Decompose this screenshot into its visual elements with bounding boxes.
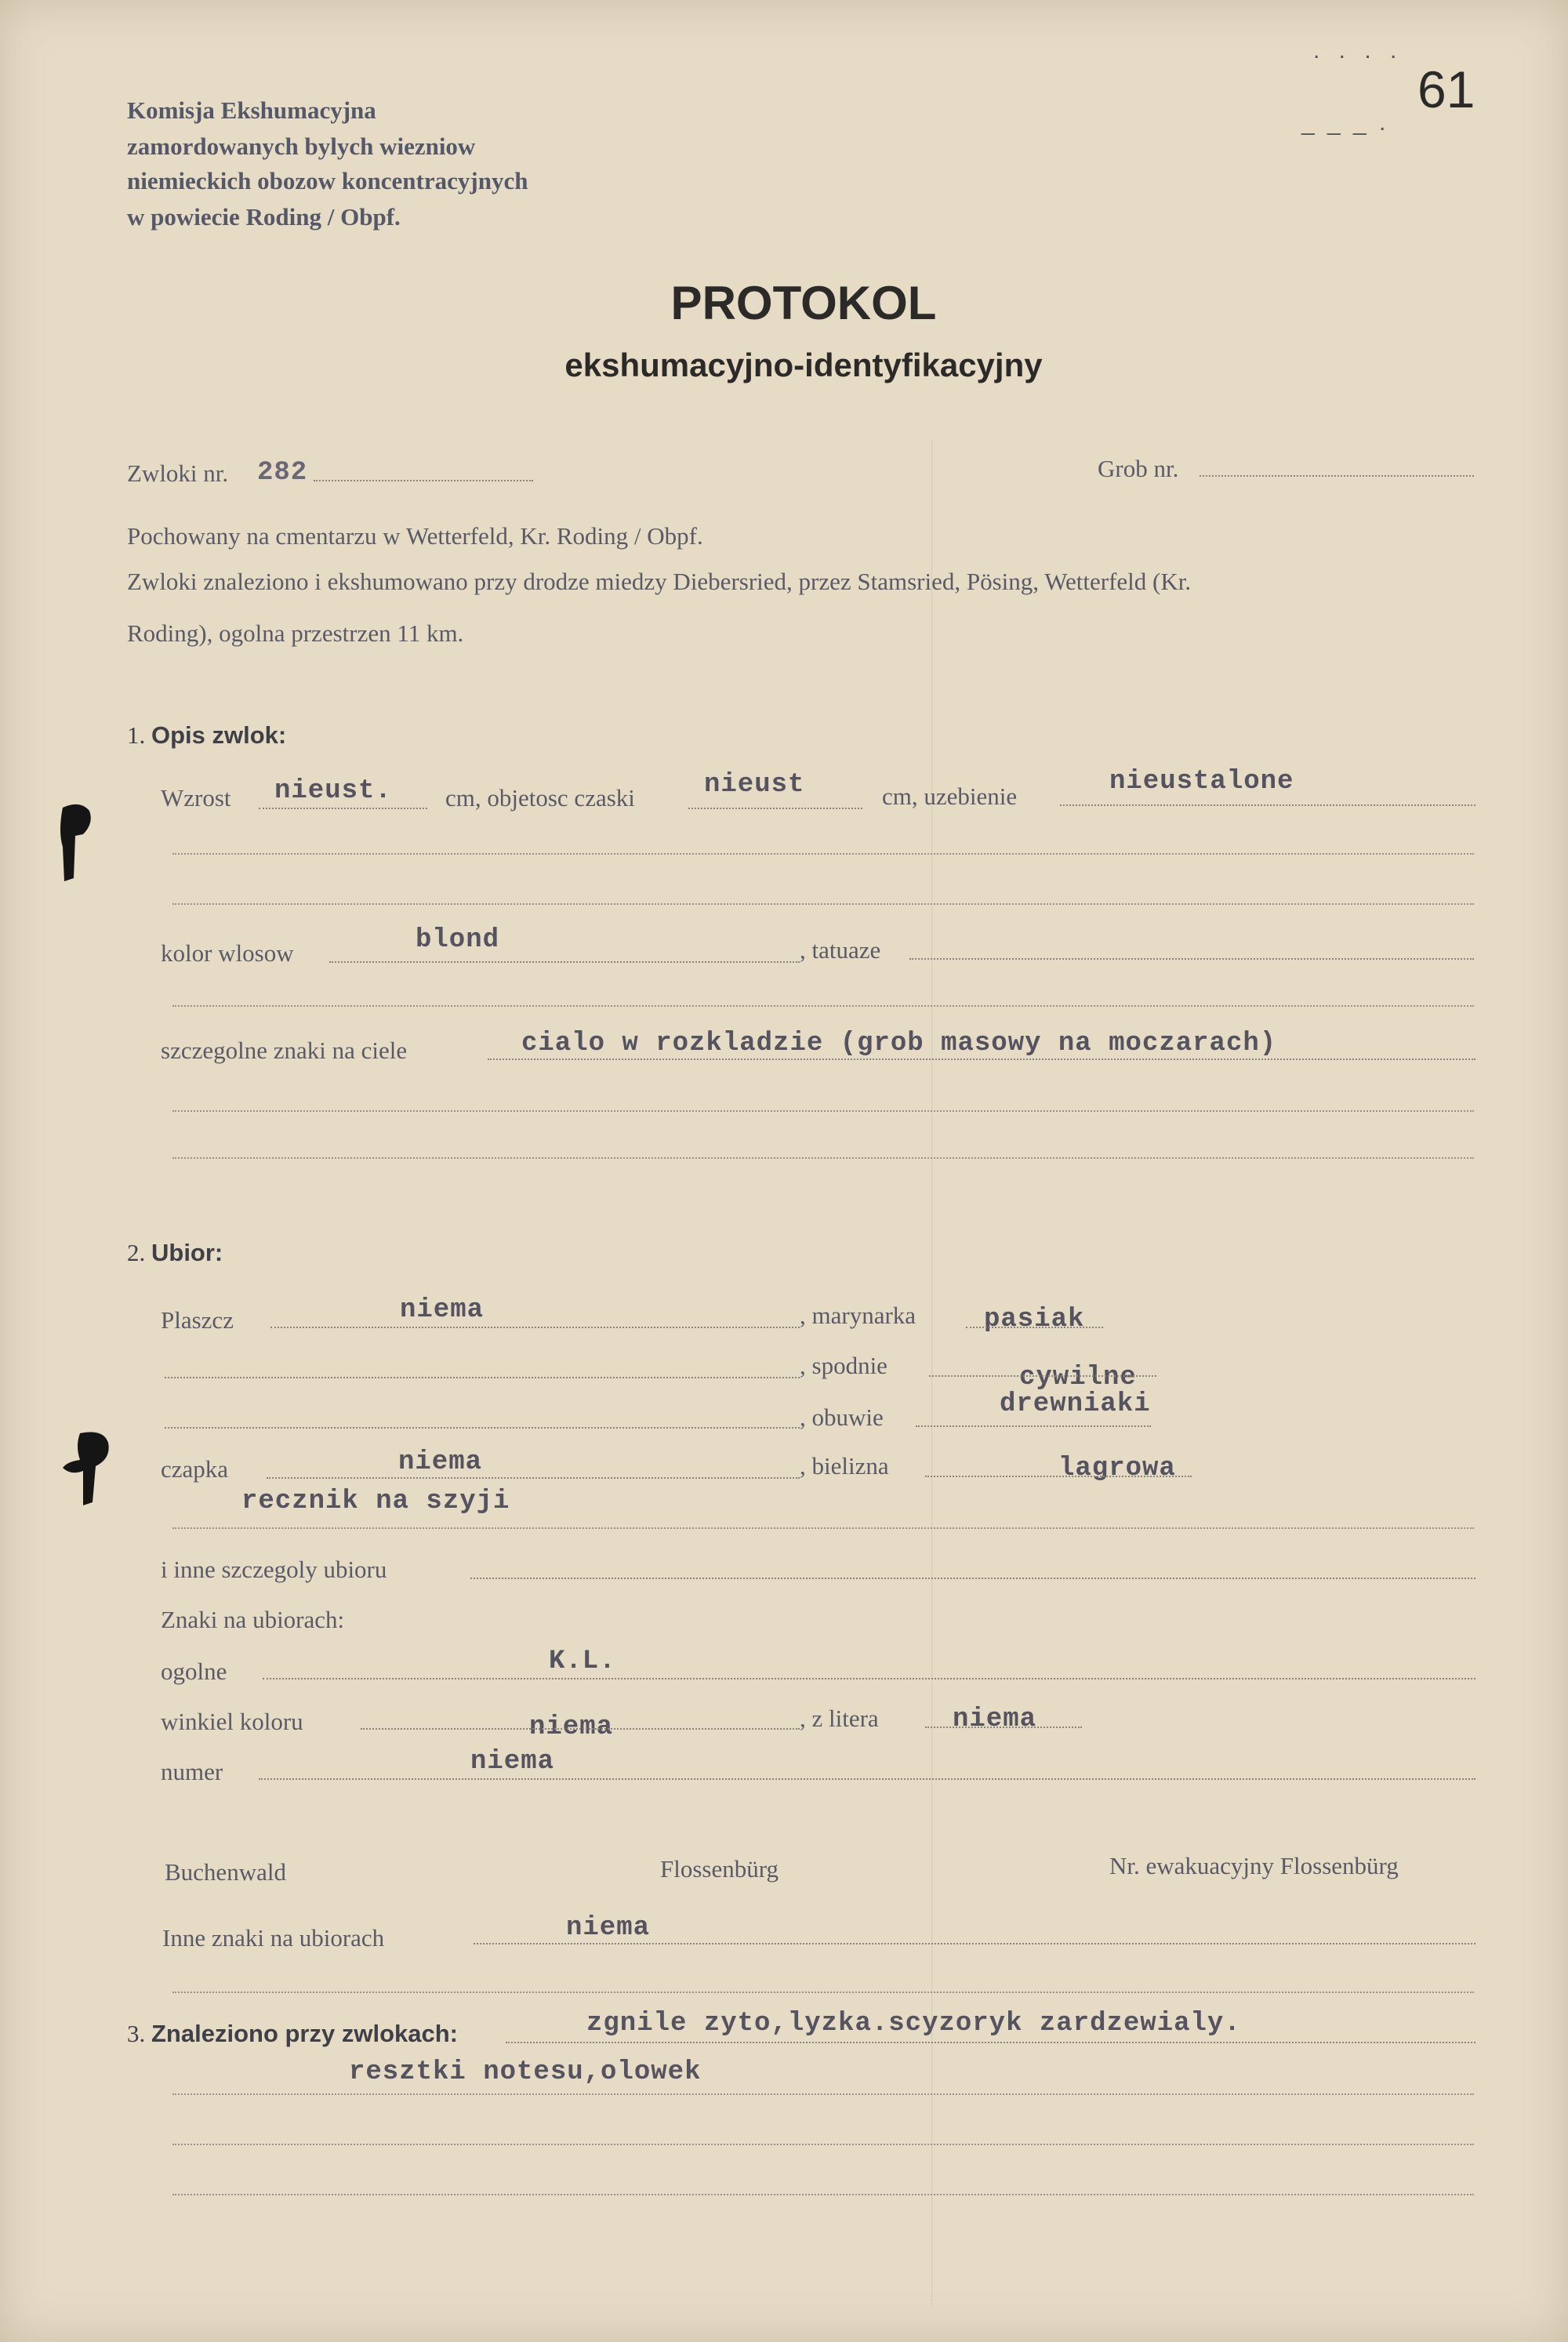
spodnie-label: , spodnie bbox=[800, 1352, 887, 1379]
obuwie-value: drewniaki bbox=[1000, 1389, 1151, 1419]
header-line-1: Komisja Ekshumacyjna bbox=[127, 96, 376, 124]
litera-label: , z litera bbox=[800, 1705, 879, 1732]
blank-before-obuwie-line bbox=[165, 1427, 800, 1429]
bielizna-dotted-line bbox=[925, 1476, 1192, 1477]
winkiel-dotted-line bbox=[361, 1728, 800, 1730]
ogolne-dotted-line bbox=[263, 1678, 1475, 1679]
section-2-number: 2. bbox=[127, 1239, 146, 1266]
found-items-dotted-line-1 bbox=[506, 2042, 1475, 2043]
camp-buchenwald: Buchenwald bbox=[165, 1858, 286, 1886]
czaszka-value: nieust bbox=[704, 770, 805, 800]
section-1-number: 1. bbox=[127, 721, 146, 749]
inne-znaki-dotted-line bbox=[474, 1943, 1475, 1944]
spodnie-value: cywilne bbox=[1019, 1363, 1137, 1392]
section-2-title: Ubior: bbox=[151, 1239, 223, 1266]
marynarka-dotted-line bbox=[966, 1327, 1103, 1328]
section-3-blank-line-1 bbox=[172, 2093, 1474, 2095]
inne-znaki-label: Inne znaki na ubiorach bbox=[162, 1924, 385, 1952]
uzebienie-value: nieustalone bbox=[1109, 767, 1294, 797]
section-1-blank-line-4 bbox=[172, 1110, 1474, 1112]
corner-marks: . . . . bbox=[1313, 38, 1403, 64]
grob-dotted-line bbox=[1200, 475, 1474, 477]
inne-znaki-value: niema bbox=[566, 1913, 651, 1943]
numer-dotted-line bbox=[259, 1778, 1475, 1780]
ogolne-label: ogolne bbox=[161, 1658, 227, 1685]
cm-uzebienie-label: cm, uzebienie bbox=[882, 782, 1018, 810]
section-2-blank-line-2 bbox=[172, 1992, 1474, 1993]
czapka-label: czapka bbox=[161, 1455, 229, 1483]
plaszcz-label: Plaszcz bbox=[161, 1306, 234, 1334]
page-crease bbox=[931, 439, 932, 2305]
found-text-line-2: Roding), ogolna przestrzen 11 km. bbox=[127, 619, 464, 647]
wzrost-dotted-line bbox=[259, 808, 427, 809]
ink-mark-icon-2 bbox=[56, 1427, 119, 1513]
document-title: PROTOKOL bbox=[670, 277, 937, 329]
bielizna-value: lagrowa bbox=[1058, 1454, 1176, 1483]
numer-value: niema bbox=[470, 1747, 555, 1777]
wzrost-value: nieust. bbox=[274, 776, 392, 806]
section-1-blank-line-3 bbox=[172, 1005, 1474, 1007]
kolor-wlosow-value: blond bbox=[416, 925, 500, 955]
section-2-blank-line-1 bbox=[172, 1527, 1474, 1529]
szczegolne-znaki-label: szczegolne znaki na ciele bbox=[161, 1037, 408, 1064]
tatuaze-dotted-line bbox=[909, 958, 1474, 960]
document-subtitle: ekshumacyjno-identyfikacyjny bbox=[564, 347, 1043, 383]
section-1-heading bbox=[127, 721, 286, 750]
czapka-dotted-line bbox=[267, 1477, 800, 1479]
plaszcz-dotted-line bbox=[270, 1327, 800, 1328]
section-1-blank-line-5 bbox=[172, 1157, 1474, 1159]
section-1-blank-line-1 bbox=[172, 853, 1474, 855]
zwloki-label: Zwloki nr. bbox=[127, 459, 229, 487]
section-1-title: Opis zwlok: bbox=[151, 721, 287, 749]
found-items-line-2: resztki notesu,olowek bbox=[349, 2057, 702, 2087]
czapka-value: niema bbox=[398, 1447, 483, 1477]
inne-szczegoly-label: i inne szczegoly ubioru bbox=[161, 1556, 387, 1583]
cm-objetosc-label: cm, objetosc czaski bbox=[445, 784, 635, 812]
header-line-3: niemieckich obozow koncentracyjnych bbox=[127, 167, 528, 194]
section-2-heading bbox=[127, 1239, 223, 1267]
inne-dotted-line bbox=[470, 1578, 1475, 1579]
marynarka-label: , marynarka bbox=[800, 1302, 916, 1329]
kolor-wlosow-label: kolor wlosow bbox=[161, 939, 294, 967]
uzebienie-dotted-line bbox=[1060, 804, 1475, 806]
cemetery-text: Pochowany na cmentarzu w Wetterfeld, Kr. Roding / Obpf. bbox=[127, 522, 703, 550]
section-3-number: 3. bbox=[127, 2020, 146, 2047]
corner-dashes: _ _ _ . bbox=[1301, 110, 1389, 136]
found-items-line-1: zgnile zyto,lyzka.scyzoryk zardzewialy. bbox=[586, 2009, 1241, 2039]
winkiel-label: winkiel koloru bbox=[161, 1708, 303, 1735]
spodnie-dotted-line bbox=[929, 1375, 1156, 1377]
section-3-heading bbox=[127, 2020, 458, 2048]
znaki-dotted-line bbox=[488, 1058, 1475, 1060]
zwloki-dotted-line bbox=[314, 480, 533, 481]
page-number: 61 bbox=[1417, 60, 1475, 118]
ink-mark-icon bbox=[56, 800, 96, 886]
ogolne-value: K.L. bbox=[549, 1647, 616, 1676]
grob-label: Grob nr. bbox=[1098, 455, 1179, 482]
tatuaze-label: , tatuaze bbox=[800, 936, 881, 964]
winkiel-value: niema bbox=[529, 1712, 614, 1742]
section-3-title: Znaleziono przy zwlokach: bbox=[151, 2020, 458, 2047]
wzrost-label: Wzrost bbox=[161, 784, 231, 812]
header-line-4: w powiecie Roding / Obpf. bbox=[127, 203, 401, 231]
header-line-2: zamordowanych bylych wiezniow bbox=[127, 133, 476, 160]
obuwie-dotted-line bbox=[916, 1425, 1151, 1427]
numer-label: numer bbox=[161, 1758, 223, 1785]
szczegolne-znaki-value: cialo w rozkladzie (grob masowy na moczarach) bbox=[521, 1029, 1277, 1058]
zwloki-value: 282 bbox=[257, 458, 308, 488]
bielizna-label: , bielizna bbox=[800, 1452, 889, 1480]
blank-before-spodnie-line bbox=[165, 1377, 800, 1378]
kolor-dotted-line bbox=[329, 961, 800, 963]
obuwie-label: , obuwie bbox=[800, 1403, 884, 1431]
section-1-blank-line-2 bbox=[172, 903, 1474, 905]
litera-dotted-line bbox=[925, 1727, 1082, 1728]
znaki-na-ubiorach-label: Znaki na ubiorach: bbox=[161, 1606, 345, 1633]
camp-evacuation-number: Nr. ewakuacyjny Flossenbürg bbox=[1109, 1852, 1399, 1879]
marynarka-value: pasiak bbox=[984, 1305, 1085, 1334]
section-3-blank-line-2 bbox=[172, 2144, 1474, 2145]
czaszka-dotted-line bbox=[688, 808, 862, 809]
camp-flossenburg: Flossenbürg bbox=[660, 1855, 779, 1883]
litera-value: niema bbox=[953, 1705, 1037, 1734]
found-text-line-1: Zwloki znaleziono i ekshumowano przy drodze miedzy Diebersried, przez Stamsried, Pösing, Wetterfeld (Kr. bbox=[127, 568, 1192, 595]
section-3-blank-line-3 bbox=[172, 2194, 1474, 2195]
extra-clothing-note: recznik na szyji bbox=[241, 1487, 510, 1516]
plaszcz-value: niema bbox=[400, 1295, 485, 1325]
